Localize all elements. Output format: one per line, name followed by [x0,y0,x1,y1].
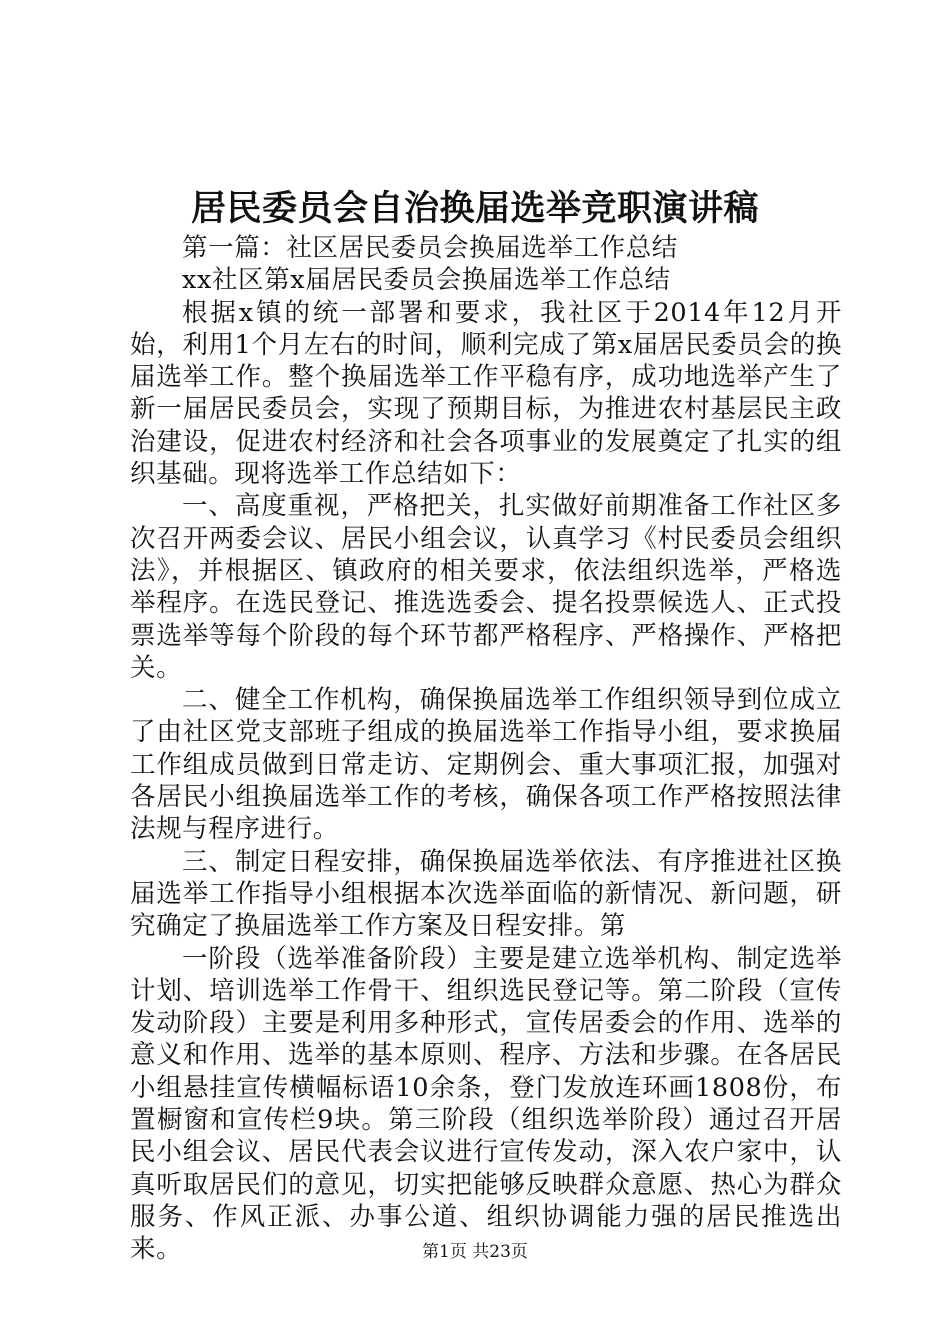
paragraph-section-heading: 第一篇：社区居民委员会换届选举工作总结 [182,233,678,263]
document-title: 居民委员会自治换届选举竞职演讲稿 [190,188,759,229]
document-body [130,232,842,1266]
paragraph-point-one: 一、高度重视，严格把关，扎实做好前期准备工作社区多次召开两委会议、居民小组会议，认真学习《村民委员会组织法》，并根据区、镇政府的相关要求，依法组织选举，严格选举程序。在选民登记、推选选委会、提名投票候选人、正式投票选举等每个阶段的每个环节都严格程序、严格操作、严格把关。 [130,491,842,683]
page-footer: 第1页 共23页 [422,1242,528,1262]
paragraph-point-two: 二、健全工作机构，确保换届选举工作组织领导到位成立了由社区党支部班子组成的换届选举工作指导小组，要求换届工作组成员做到日常走访、定期例会、重大事项汇报，加强对各居民小组换届选举工作的考核，确保各项工作严格按照法律法规与程序进行。 [130,685,842,845]
paragraph-subtitle: xx社区第x届居民委员会换届选举工作总结 [182,265,671,296]
paragraph-stages: 一阶段（选举准备阶段）主要是建立选举机构、制定选举计划、培训选举工作骨干、组织选民登记等。第二阶段（宣传发动阶段）主要是利用多种形式，宣传居委会的作用、选举的意义和作用、选举的基本原则、程序、方法和步骤。在各居民小组悬挂宣传横幅标语10余条，登门发放连环画1808份，布置橱窗和宣传栏9块。第三阶段（组织选举阶段）通过召开居民小组会议、居民代表会议进行宣传发动，深入农户家中，认真听取居民们的意见，切实把能够反映群众意愿、热心为群众服务、作风正派、办事公道、组织协调能力强的居民推选出来。 [130,943,842,1265]
paragraph-point-three: 三、制定日程安排，确保换届选举依法、有序推进社区换届选举工作指导小组根据本次选举面临的新情况、新问题，研究确定了换届选举工作方案及日程安排。第 [130,846,842,942]
paragraph-intro: 根据x镇的统一部署和要求，我社区于2014年12月开始，利用1个月左右的时间，顺利完成了第x届居民委员会的换届选举工作。整个换届选举工作平稳有序，成功地选举产生了新一届居民委员会，实现了预期目标，为推进农村基层民主政治建设，促进农村经济和社会各项事业的发展奠定了扎实的组织基础。现将选举工作总结如下： [130,297,842,490]
